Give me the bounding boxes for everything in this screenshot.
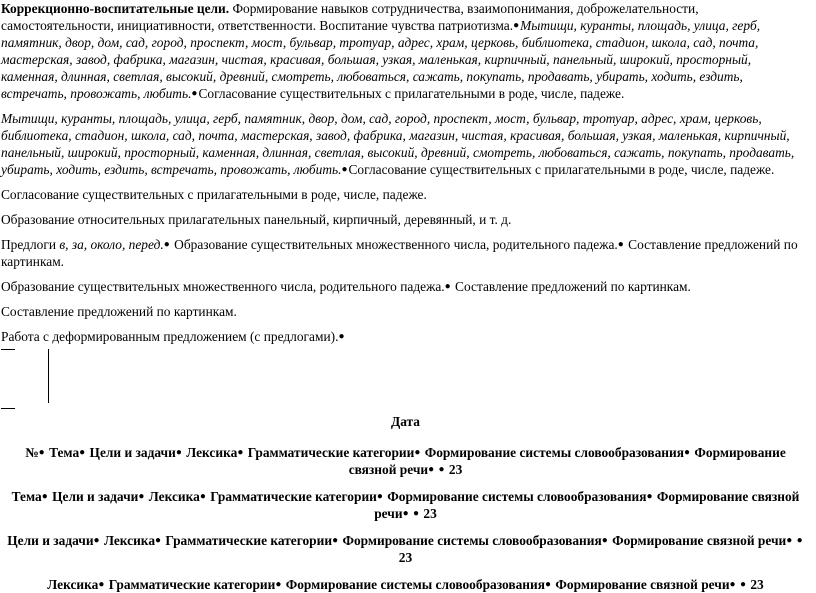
bullet-icon: ●: [338, 331, 345, 342]
grammar-header: Грамматические категории: [105, 577, 276, 592]
wordformation-header: Формирование системы словообразования: [383, 489, 647, 504]
bullet-icon: ●: [163, 239, 170, 250]
number-header: №: [25, 445, 39, 460]
speech-header: Формирование связной речи: [608, 533, 787, 548]
bullet-icon: ●: [332, 535, 339, 546]
hours-value: 23: [423, 506, 437, 521]
prepositions-pictures: Составление предложений по картинкам.: [1, 237, 798, 269]
grammar-header: Грамматические категории: [162, 533, 333, 548]
paragraph-deformed: [1, 328, 810, 345]
bullet-icon: ●: [544, 579, 552, 590]
goals-vocabulary: Мытищи, куранты, площадь, улица, герб, памятник, двор, дом, сад, город, проспект, мост, бульвар, тротуар, адрес, храм, церковь, библиотека, стадион, школа, сад, почта, мастерская, завод, фабрика, магазин, чистая, красивая, большая, узкая, маленькая, кирпичный, панельный, широкий, просторный, каменная, длинная, светлая, высокий, древний, смотреть, любоваться, сажать, покупать, продавать, убирать, ходить, ездить, встречать, провожать, любить.: [1, 18, 761, 101]
paragraph-vocabulary: [1, 110, 810, 178]
bullet-icon: ●: [341, 164, 348, 175]
bullet-icon: ●: [93, 535, 100, 546]
wordformation-header: Формирование системы словообразования: [421, 445, 684, 460]
bullet-icon: ●: [513, 20, 520, 31]
hours-value: 23: [398, 550, 413, 565]
header-row-3: [1, 532, 810, 566]
bullet-icon: ●: [444, 281, 451, 292]
speech-header: Формирование связной речи: [348, 445, 786, 477]
lexicon-header: Лексика: [182, 445, 238, 460]
goals-heading: Коррекционно-воспитательные цели.: [1, 1, 230, 16]
goals-grammar: Согласование существительных с прилагательными в роде, числе, падеже.: [198, 86, 625, 101]
goals-header: Цели и задачи: [7, 533, 94, 548]
grammar-header: Грамматические категории: [206, 489, 377, 504]
bullet-icon: ●: [138, 491, 145, 502]
bullet-icon: ●: [275, 579, 282, 590]
prepositions-list: в, за, около, перед.: [59, 237, 164, 252]
bullet-icon: ●: [376, 491, 383, 502]
prepositions-lead: Предлоги: [1, 237, 60, 252]
bullet-icon: ●: [683, 447, 691, 458]
bullet-icon: ●: [786, 535, 793, 546]
bullet-icon: ●: [41, 491, 48, 502]
date-header: Дата: [391, 414, 420, 429]
goals-header: Цели и задачи: [86, 445, 176, 460]
lexicon-header: Лексика: [145, 489, 200, 504]
bullet-icon: ●: [601, 535, 608, 546]
border-line: [48, 349, 49, 403]
bullet-icon: ●: [199, 491, 206, 502]
vocabulary-grammar: Согласование существительных с прилагательными в роде, числе, падеже.: [348, 162, 775, 177]
bullet-icon: ●: [438, 464, 445, 475]
deformed-text: Работа с деформированным предложением (с предлогами).: [1, 329, 339, 344]
table-border-fragments: [1, 349, 810, 411]
paragraph-prepositions: [1, 236, 810, 270]
plural-pictures: Составление предложений по картинкам.: [451, 279, 691, 294]
paragraph-agreement: Согласование существительных с прилагательными в роде, числе, падеже.: [1, 187, 427, 202]
header-row-2: [1, 488, 810, 522]
bullet-icon: ●: [402, 508, 409, 519]
bullet-icon: ●: [796, 535, 803, 546]
prepositions-plural: Образование существительных множественного числа, родительного падежа.: [170, 237, 618, 252]
lexicon-header: Лексика: [47, 577, 99, 592]
topic-header: Тема: [11, 489, 42, 504]
grammar-header: Грамматические категории: [244, 445, 415, 460]
plural-text: Образование существительных множественного числа, родительного падежа.: [1, 279, 445, 294]
bullet-icon: ●: [729, 579, 736, 590]
header-row-4: [1, 576, 810, 593]
paragraph-plural: [1, 278, 810, 295]
bullet-icon: ●: [428, 464, 435, 475]
paragraph-pictures: Составление предложений по картинкам.: [1, 304, 237, 319]
border-line: [1, 408, 15, 409]
paragraph-goals: [1, 0, 810, 102]
speech-header: Формирование связной речи: [374, 489, 800, 521]
hours-value: 23: [750, 577, 764, 592]
topic-header: Тема: [45, 445, 80, 460]
wordformation-header: Формирование системы словообразования: [339, 533, 602, 548]
paragraph-adjectives: Образование относительных прилагательных панельный, кирпичный, деревянный, и т. д.: [1, 212, 512, 227]
bullet-icon: ●: [175, 447, 182, 458]
border-line: [1, 349, 15, 350]
bullet-icon: ●: [237, 447, 244, 458]
bullet-icon: ●: [155, 535, 162, 546]
lexicon-header: Лексика: [100, 533, 156, 548]
bullet-icon: ●: [191, 88, 198, 99]
bullet-icon: ●: [646, 491, 653, 502]
bullet-icon: ●: [38, 447, 45, 458]
bullet-icon: ●: [98, 579, 105, 590]
bullet-icon: ●: [739, 579, 746, 590]
wordformation-header: Формирование системы словообразования: [282, 577, 545, 592]
speech-header: Формирование связной речи: [552, 577, 730, 592]
hours-value: 23: [448, 462, 463, 477]
goals-header: Цели и задачи: [48, 489, 139, 504]
bullet-icon: ●: [414, 447, 421, 458]
bullet-icon: ●: [79, 447, 86, 458]
bullet-icon: ●: [412, 508, 420, 519]
bullet-icon: ●: [617, 239, 624, 250]
goals-text: Формирование навыков сотрудничества, взаимопонимания, доброжелательности, самостоятельности, инициативности, ответственности. Воспитание чувства патриотизма.: [1, 1, 699, 33]
header-row-1: [1, 444, 810, 478]
vocabulary-list: Мытищи, куранты, площадь, улица, герб, памятник, двор, дом, сад, город, проспект, мост, бульвар, тротуар, адрес, храм, церковь, библиотека, стадион, школа, сад, почта, мастерская, завод, фабрика, магазин, чистая, красивая, большая, узкая, маленькая, кирпичный, панельный, широкий, просторный, каменная, длинная, светлая, высокий, древний, смотреть, любоваться, сажать, покупать, продавать, убирать, ходить, ездить, встречать, провожать, любить.: [1, 111, 795, 177]
